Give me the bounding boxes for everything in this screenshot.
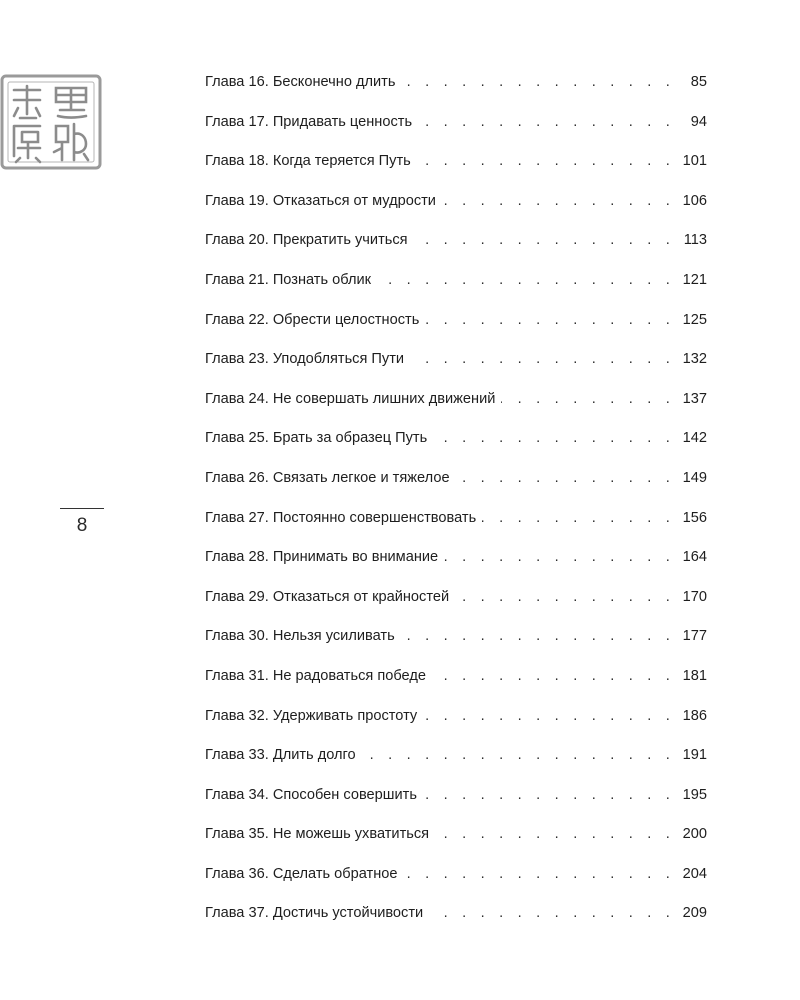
toc-dot-leader — [444, 538, 675, 578]
toc-entry-page-number: 191 — [682, 747, 707, 764]
toc-entry[interactable] — [205, 499, 707, 539]
toc-dot-leader — [501, 380, 675, 420]
toc-entry-title: Глава 28. Принимать во внимание — [205, 549, 439, 566]
toc-entry-title: Глава 18. Когда теряется Путь — [205, 153, 411, 170]
toc-dot-leader — [482, 499, 675, 539]
toc-entry-title: Глава 19. Отказаться от мудрости — [205, 192, 436, 209]
toc-entry[interactable] — [205, 380, 707, 420]
toc-dot-leader — [410, 340, 675, 380]
toc-entry-page-number: 170 — [682, 588, 707, 605]
toc-entry-page-number: 106 — [682, 192, 707, 209]
toc-dot-leader — [417, 142, 675, 182]
toc-dot-leader — [456, 459, 675, 499]
toc-entry-title: Глава 27. Постоянно совершенствовать — [205, 509, 477, 526]
page-number-block — [60, 508, 104, 537]
toc-dot-leader — [418, 103, 675, 143]
toc-entry-page-number: 181 — [682, 667, 707, 684]
toc-entry-title: Глава 35. Не можешь ухватиться — [205, 826, 430, 843]
toc-dot-leader — [423, 697, 675, 737]
toc-entry-page-number: 200 — [682, 826, 707, 843]
toc-dot-leader — [432, 657, 675, 697]
toc-entry-page-number: 132 — [682, 351, 707, 368]
toc-entry-title: Глава 16. Бесконечно длить — [205, 74, 396, 90]
toc-dot-leader — [455, 578, 675, 618]
toc-entry-page-number: 186 — [682, 707, 707, 724]
toc-entry-page-number: 137 — [682, 390, 707, 407]
toc-entry[interactable] — [205, 815, 707, 855]
toc-dot-leader — [414, 221, 675, 261]
toc-entry-title: Глава 31. Не радоваться победе — [205, 667, 426, 684]
page-number: 8 — [76, 515, 88, 536]
toc-entry[interactable] — [205, 538, 707, 578]
toc-entry[interactable] — [205, 657, 707, 697]
toc-entry-title: Глава 30. Нельзя усиливать — [205, 628, 395, 645]
toc-dot-leader — [423, 776, 675, 816]
toc-entry-title: Глава 17. Придавать ценность — [205, 113, 413, 130]
toc-dot-leader — [404, 855, 675, 895]
toc-dot-leader — [442, 182, 675, 222]
toc-entry[interactable] — [205, 419, 707, 459]
toc-entry[interactable] — [205, 63, 707, 103]
toc-entry[interactable] — [205, 617, 707, 657]
toc-entry-title: Глава 29. Отказаться от крайностей — [205, 588, 450, 605]
toc-entry-page-number: 156 — [682, 509, 707, 526]
toc-entry-page-number: 195 — [682, 786, 707, 803]
toc-entry[interactable] — [205, 894, 707, 934]
toc-dot-leader — [433, 419, 675, 459]
toc-entry[interactable] — [205, 736, 707, 776]
toc-entry-page-number: 125 — [682, 311, 707, 328]
toc-dot-leader — [401, 617, 675, 657]
toc-entry-title: Глава 36. Сделать обратное — [205, 865, 398, 882]
toc-entry[interactable] — [205, 182, 707, 222]
toc-entry-page-number: 177 — [682, 628, 707, 645]
toc-entry[interactable] — [205, 855, 707, 895]
toc-entry[interactable] — [205, 221, 707, 261]
toc-entry-page-number: 204 — [682, 865, 707, 882]
toc-entry[interactable] — [205, 697, 707, 737]
toc-entry-title: Глава 24. Не совершать лишних движений — [205, 390, 496, 407]
toc-entry-title: Глава 23. Уподобляться Пути — [205, 351, 405, 368]
toc-entry-page-number: 209 — [682, 905, 707, 922]
toc-entry-page-number: 113 — [683, 232, 707, 249]
toc-entry-title: Глава 25. Брать за образец Путь — [205, 430, 428, 447]
toc-entry[interactable] — [205, 103, 707, 143]
toc-entry-title: Глава 33. Длить долго — [205, 747, 356, 764]
page-number-rule — [60, 508, 104, 509]
toc-entry-title: Глава 37. Достичь устойчивости — [205, 905, 424, 922]
toc-entry[interactable] — [205, 340, 707, 380]
toc-entry-page-number: 101 — [682, 153, 707, 170]
toc-entry[interactable] — [205, 459, 707, 499]
toc-entry-page-number: 94 — [690, 113, 707, 130]
toc-entry[interactable] — [205, 142, 707, 182]
toc-dot-leader — [435, 815, 675, 855]
toc-dot-leader — [429, 894, 675, 934]
toc-entry-title: Глава 22. Обрести целостность — [205, 311, 420, 328]
toc-entry-title: Глава 20. Прекратить учиться — [205, 232, 408, 249]
toc-entry-page-number: 121 — [682, 271, 707, 288]
toc-entry[interactable] — [205, 261, 707, 301]
toc-entry[interactable] — [205, 578, 707, 618]
toc-entry-title: Глава 26. Связать легкое и тяжелое — [205, 469, 450, 486]
toc-entry-page-number: 149 — [682, 469, 707, 486]
seal-stamp-icon — [0, 74, 102, 170]
toc-entry[interactable] — [205, 301, 707, 341]
toc-entry-page-number: 85 — [690, 74, 707, 90]
toc-dot-leader — [401, 63, 675, 103]
toc-dot-leader — [377, 261, 675, 301]
toc-entry-page-number: 142 — [682, 430, 707, 447]
toc-entry-title: Глава 34. Способен совершить — [205, 786, 417, 803]
toc-entry-title: Глава 21. Познать облик — [205, 271, 372, 288]
table-of-contents — [205, 63, 707, 934]
toc-dot-leader — [362, 736, 675, 776]
toc-entry[interactable] — [205, 776, 707, 816]
toc-dot-leader — [425, 301, 675, 341]
toc-entry-page-number: 164 — [682, 549, 707, 566]
toc-entry-title: Глава 32. Удерживать простоту — [205, 707, 418, 724]
